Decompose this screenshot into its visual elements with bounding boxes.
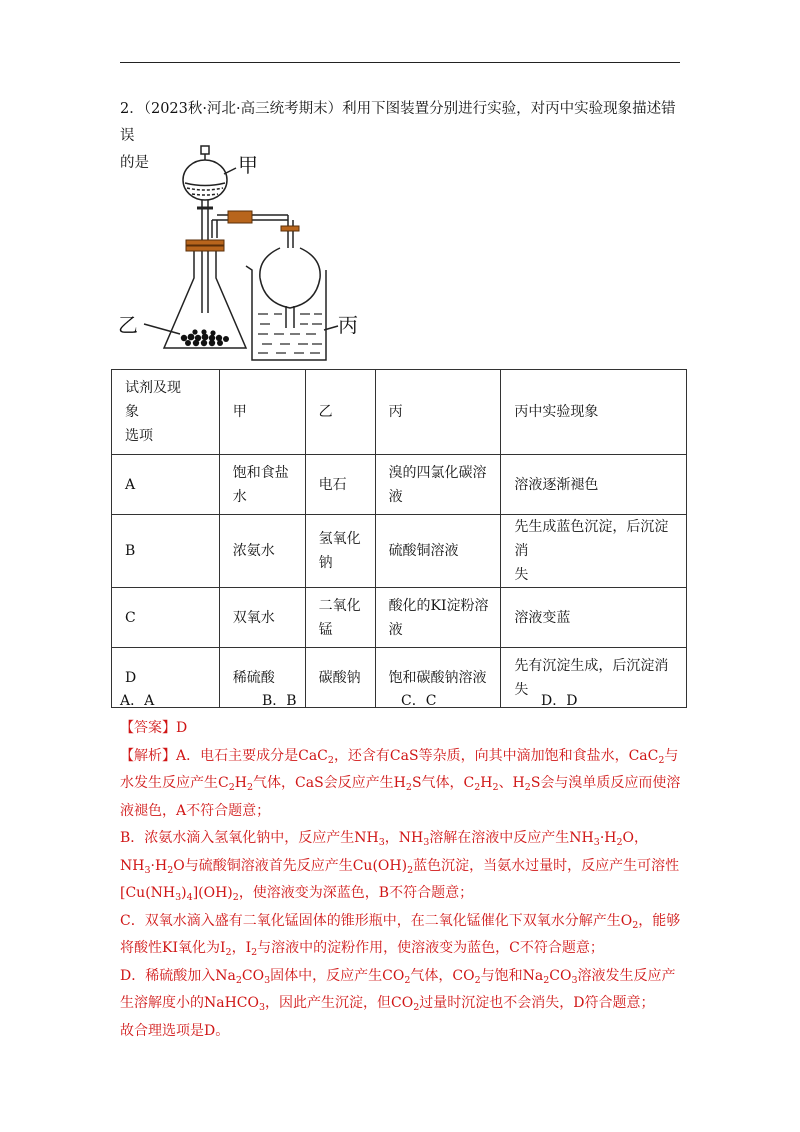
question-number: 2． bbox=[120, 101, 144, 117]
header-corner: 试剂及现 象 选项 bbox=[112, 370, 220, 455]
analysis-d: D．稀硫酸加入$Na_2CO_3$固体中，反应产生$CO_2$气体，$CO_2$与饱和$Na_2CO_3$溶液发生反应产生溶解度小的NaHCO$_3$，因此产生沉淀，但$CO_2$过量时沉淀也不会消失，D符合题意； bbox=[120, 967, 676, 1013]
cell-jia: 稀硫酸 bbox=[219, 648, 305, 708]
funnel-stopper bbox=[201, 146, 209, 154]
option-label: B bbox=[112, 515, 220, 588]
header-yi: 乙 bbox=[305, 370, 375, 455]
cork-bottom bbox=[186, 246, 224, 251]
cork-top bbox=[186, 240, 224, 245]
cell-bing: 饱和碳酸钠溶液 bbox=[375, 648, 501, 708]
answer-section bbox=[120, 715, 685, 1045]
header-jia: 甲 bbox=[219, 370, 305, 455]
inverted-funnel bbox=[260, 248, 320, 308]
label-jia: 甲 bbox=[238, 153, 258, 177]
choice-c[interactable]: C．C bbox=[401, 693, 437, 709]
cell-jia: 浓氨水 bbox=[219, 515, 305, 588]
funnel-cork bbox=[281, 226, 299, 231]
beaker-liquid bbox=[258, 314, 322, 353]
header-phenomenon: 丙中实验现象 bbox=[501, 370, 687, 455]
cell-bing: 溴的四氯化碳溶 液 bbox=[375, 455, 501, 515]
header-rule bbox=[120, 62, 680, 63]
answer-label: 【答案】D bbox=[120, 720, 188, 736]
apparatus-figure bbox=[112, 138, 372, 370]
answer-choices bbox=[120, 690, 680, 716]
option-label: D bbox=[112, 648, 220, 708]
options-table bbox=[111, 369, 687, 708]
question-source: （2023秋·河北·高三统考期末） bbox=[143, 101, 343, 117]
cell-jia: 双氧水 bbox=[219, 588, 305, 648]
cell-yi: 二氧化 锰 bbox=[305, 588, 375, 648]
cell-yi: 碳酸钠 bbox=[305, 648, 375, 708]
cell-jia: 饱和食盐 水 bbox=[219, 455, 305, 515]
analysis-b: B．浓氨水滴入氢氧化钠中，反应产生$NH_3$，$NH_3$溶解在溶液中反应产生$NH_3\cdot H_2O$，$NH_3\cdot H_2O$与硫酸铜溶液首先反应产生$Cu(OH)_2$蓝色沉淀，当氨水过量时，反应产生可溶性$[Cu(NH_3)_4](OH)_2$，使溶液变为深蓝色，B不符合题意； bbox=[120, 830, 680, 903]
choice-a[interactable]: A．A bbox=[120, 693, 155, 709]
choice-b[interactable]: B．B bbox=[262, 693, 297, 709]
analysis-c: C．双氧水滴入盛有二氧化锰固体的锥形瓶中，在二氧化锰催化下双氧水分解产生$O_2$，能够将酸性KI氧化为$I_2$，$I_2$与溶液中的淀粉作用，使溶液变为蓝色，C不符合题意； bbox=[120, 912, 681, 958]
solid-particles bbox=[181, 329, 229, 346]
cell-yi: 氢氧化 钠 bbox=[305, 515, 375, 588]
cell-phenomenon: 先有沉淀生成，后沉淀消失 bbox=[501, 648, 687, 708]
choice-d[interactable]: D．D bbox=[541, 693, 578, 709]
table-row bbox=[112, 455, 687, 515]
header-bing: 丙 bbox=[375, 370, 501, 455]
rubber-tube bbox=[228, 211, 252, 223]
option-label: A bbox=[112, 455, 220, 515]
label-bing: 丙 bbox=[338, 313, 358, 337]
cell-yi: 电石 bbox=[305, 455, 375, 515]
conclusion: 故合理选项是D。 bbox=[120, 1022, 230, 1039]
question-text-1: 利用下图装置分别进行实验，对丙中实验现象描述错误 bbox=[120, 101, 676, 144]
cell-bing: 硫酸铜溶液 bbox=[375, 515, 501, 588]
table-row bbox=[112, 515, 687, 588]
cell-phenomenon: 溶液逐渐褪色 bbox=[501, 455, 687, 515]
question-text-2: 的是 bbox=[120, 155, 149, 171]
table-row bbox=[112, 588, 687, 648]
cell-bing: 酸化的KI淀粉溶 液 bbox=[375, 588, 501, 648]
label-yi: 乙 bbox=[118, 313, 138, 337]
option-label: C bbox=[112, 588, 220, 648]
cell-phenomenon: 溶液变蓝 bbox=[501, 588, 687, 648]
separatory-funnel bbox=[183, 160, 227, 200]
table-header-row bbox=[112, 370, 687, 455]
cell-phenomenon: 先生成蓝色沉淀，后沉淀消 失 bbox=[501, 515, 687, 588]
analysis-a: 【解析】A．电石主要成分是CaC$_2$，还含有CaS等杂质，向其中滴加饱和食盐水，CaC$_2$与水发生反应产生$C_2H_2$气体，CaS会反应产生$H_2S$气体，$C_2H_2$、$H_2S$会与溴单质反应而使溶液褪色，A不符合题意； bbox=[120, 747, 681, 819]
